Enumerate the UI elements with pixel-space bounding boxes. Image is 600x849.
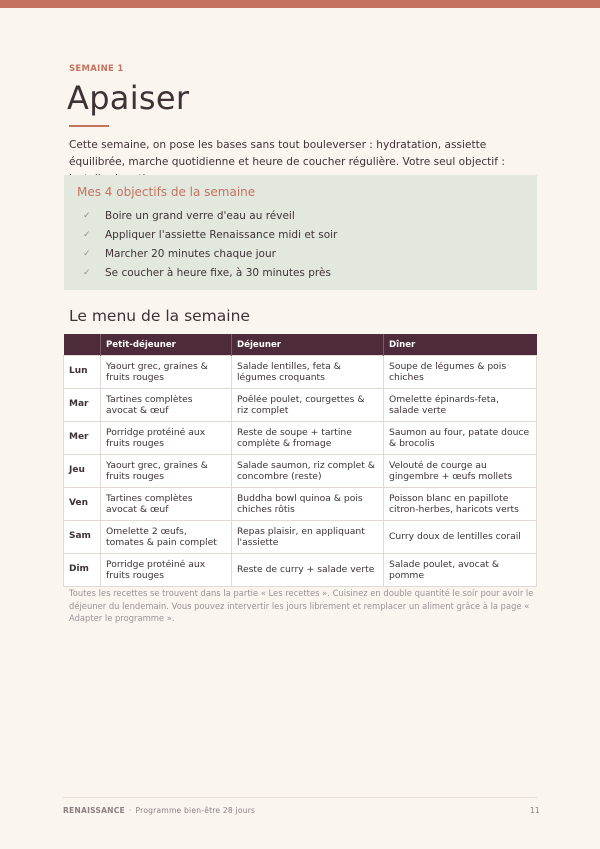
goal-text: Marcher 20 minutes chaque jour bbox=[105, 247, 276, 260]
column-header-lunch: Déjeuner bbox=[232, 334, 384, 356]
check-icon: ✓ bbox=[83, 267, 91, 278]
footer-separator: · bbox=[128, 806, 132, 815]
lunch-cell: Buddha bowl quinoa & pois chiches rôtis bbox=[232, 488, 384, 521]
table-row bbox=[64, 488, 537, 521]
top-accent-bar bbox=[0, 0, 600, 8]
day-cell: Lun bbox=[64, 356, 101, 389]
column-header-dinner: Dîner bbox=[384, 334, 537, 356]
table-header-row bbox=[64, 334, 537, 356]
day-cell: Jeu bbox=[64, 455, 101, 488]
dinner-cell: Curry doux de lentilles corail bbox=[384, 521, 537, 554]
breakfast-cell: Tartines complètes avocat & œuf bbox=[101, 389, 232, 422]
lunch-cell: Reste de curry + salade verte bbox=[232, 554, 384, 587]
footer-brand: RENAISSANCE bbox=[63, 806, 125, 815]
table-row bbox=[64, 422, 537, 455]
check-icon: ✓ bbox=[83, 248, 91, 259]
lunch-cell: Repas plaisir, en appliquant l'assiette bbox=[232, 521, 384, 554]
lunch-cell: Reste de soupe + tartine complète & fromage bbox=[232, 422, 384, 455]
day-cell: Ven bbox=[64, 488, 101, 521]
title-underline bbox=[69, 125, 109, 127]
footer-divider bbox=[63, 797, 537, 798]
goal-text: Se coucher à heure fixe, à 30 minutes près bbox=[105, 266, 331, 279]
goal-text: Appliquer l'assiette Renaissance midi et soir bbox=[105, 228, 338, 241]
table-row bbox=[64, 521, 537, 554]
intro-paragraph: Cette semaine, on pose les bases sans tout bouleverser : hydratation, assiette équilibrée, marche quotidienne et heure de coucher régulière. Votre seul objectif : bbox=[69, 139, 505, 168]
check-icon: ✓ bbox=[83, 229, 91, 240]
day-cell: Sam bbox=[64, 521, 101, 554]
breakfast-cell: Tartines complètes avocat & œuf bbox=[101, 488, 232, 521]
dinner-cell: Omelette épinards-feta, salade verte bbox=[384, 389, 537, 422]
goal-item bbox=[83, 225, 337, 244]
dinner-cell: Salade poulet, avocat & pomme bbox=[384, 554, 537, 587]
breakfast-cell: Yaourt grec, graines & fruits rouges bbox=[101, 455, 232, 488]
goals-title: Mes 4 objectifs de la semaine bbox=[77, 185, 256, 199]
week-label: SEMAINE 1 bbox=[69, 64, 124, 74]
weekly-menu-table bbox=[63, 334, 537, 587]
breakfast-cell: Omelette 2 œufs, tomates & pain complet bbox=[101, 521, 232, 554]
dinner-cell: Poisson blanc en papillote citron-herbes, haricots verts bbox=[384, 488, 537, 521]
table-row bbox=[64, 389, 537, 422]
goal-item bbox=[83, 263, 337, 282]
lunch-cell: Poêlée poulet, courgettes & riz complet bbox=[232, 389, 384, 422]
table-row bbox=[64, 554, 537, 587]
breakfast-cell: Yaourt grec, graines & fruits rouges bbox=[101, 356, 232, 389]
table-row bbox=[64, 455, 537, 488]
footer-subtitle: Programme bien-être 28 jours bbox=[135, 806, 256, 815]
day-cell: Mer bbox=[64, 422, 101, 455]
goal-text: Boire un grand verre d'eau au réveil bbox=[105, 209, 295, 222]
menu-title: Le menu de la semaine bbox=[69, 307, 250, 325]
breakfast-cell: Porridge protéiné aux fruits rouges bbox=[101, 554, 232, 587]
goal-item bbox=[83, 244, 337, 263]
page-number: 11 bbox=[530, 806, 540, 815]
page-footer bbox=[63, 806, 255, 815]
check-icon: ✓ bbox=[83, 210, 91, 221]
goal-item bbox=[83, 206, 337, 225]
lunch-cell: Salade lentilles, feta & légumes croquants bbox=[232, 356, 384, 389]
dinner-cell: Soupe de légumes & pois chiches bbox=[384, 356, 537, 389]
day-cell: Dim bbox=[64, 554, 101, 587]
lunch-cell: Salade saumon, riz complet & concombre (reste) bbox=[232, 455, 384, 488]
table-row bbox=[64, 356, 537, 389]
day-cell: Mar bbox=[64, 389, 101, 422]
column-header-breakfast: Petit-déjeuner bbox=[101, 334, 232, 356]
column-header-day bbox=[64, 334, 101, 356]
goals-list bbox=[83, 206, 337, 282]
page-title: Apaiser bbox=[67, 79, 190, 117]
breakfast-cell: Porridge protéiné aux fruits rouges bbox=[101, 422, 232, 455]
goals-box bbox=[64, 175, 537, 290]
dinner-cell: Saumon au four, patate douce & brocolis bbox=[384, 422, 537, 455]
dinner-cell: Velouté de courge au gingembre + œufs mollets bbox=[384, 455, 537, 488]
menu-footnote: Toutes les recettes se trouvent dans la partie « Les recettes ». Cuisinez en double quantité le soir pour avoir le déjeuner du lendemain. Vous pouvez intervertir les jours librement et remplacer un aliment grâce à la page « Adapter le programme ». bbox=[69, 588, 534, 623]
